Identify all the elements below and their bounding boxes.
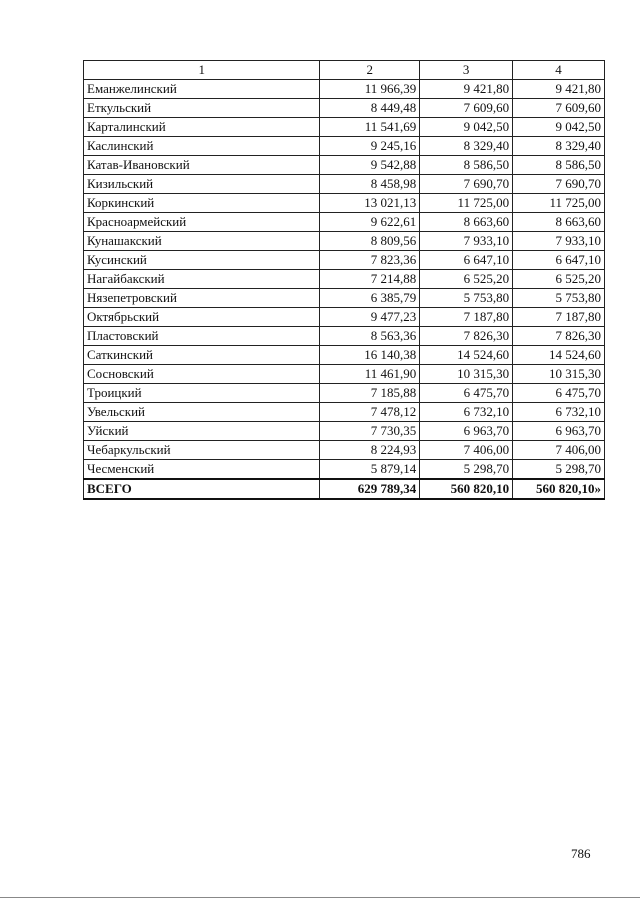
value-cell: 5 753,80 — [420, 289, 513, 308]
table-row — [84, 232, 605, 251]
value-cell: 9 622,61 — [320, 213, 420, 232]
district-name-cell: Кизильский — [84, 175, 320, 194]
table-row — [84, 422, 605, 441]
value-cell: 6 647,10 — [420, 251, 513, 270]
value-cell: 10 315,30 — [513, 365, 605, 384]
value-cell: 6 732,10 — [513, 403, 605, 422]
table-body — [84, 80, 605, 480]
value-cell: 7 185,88 — [320, 384, 420, 403]
table-row — [84, 137, 605, 156]
value-cell: 8 586,50 — [420, 156, 513, 175]
value-cell: 6 525,20 — [420, 270, 513, 289]
district-name-cell: Сосновский — [84, 365, 320, 384]
value-cell: 7 933,10 — [420, 232, 513, 251]
district-name-cell: Катав-Ивановский — [84, 156, 320, 175]
value-cell: 6 475,70 — [420, 384, 513, 403]
total-label: ВСЕГО — [84, 479, 320, 499]
column-header-4: 4 — [513, 61, 605, 80]
footer-divider — [0, 897, 640, 898]
table-row — [84, 194, 605, 213]
value-cell: 14 524,60 — [420, 346, 513, 365]
value-cell: 7 187,80 — [420, 308, 513, 327]
column-header-3: 3 — [420, 61, 513, 80]
page-number: 786 — [571, 846, 591, 861]
value-cell: 11 725,00 — [420, 194, 513, 213]
table-row — [84, 365, 605, 384]
table-row — [84, 308, 605, 327]
district-name-cell: Чебаркульский — [84, 441, 320, 460]
value-cell: 9 421,80 — [420, 80, 513, 99]
value-cell: 7 730,35 — [320, 422, 420, 441]
value-cell: 8 329,40 — [513, 137, 605, 156]
table-header-row — [84, 61, 605, 80]
district-name-cell: Нагайбакский — [84, 270, 320, 289]
value-cell: 8 563,36 — [320, 327, 420, 346]
value-cell: 9 421,80 — [513, 80, 605, 99]
value-cell: 9 042,50 — [420, 118, 513, 137]
value-cell: 8 329,40 — [420, 137, 513, 156]
value-cell: 5 298,70 — [513, 460, 605, 480]
value-cell: 7 478,12 — [320, 403, 420, 422]
value-cell: 6 732,10 — [420, 403, 513, 422]
value-cell: 8 449,48 — [320, 99, 420, 118]
value-cell: 7 214,88 — [320, 270, 420, 289]
value-cell: 10 315,30 — [420, 365, 513, 384]
table-row — [84, 251, 605, 270]
value-cell: 8 663,60 — [420, 213, 513, 232]
district-name-cell: Еманжелинский — [84, 80, 320, 99]
value-cell: 6 525,20 — [513, 270, 605, 289]
district-name-cell: Коркинский — [84, 194, 320, 213]
budget-table — [83, 60, 605, 500]
value-cell: 7 406,00 — [513, 441, 605, 460]
district-name-cell: Троицкий — [84, 384, 320, 403]
table-row — [84, 270, 605, 289]
table-row — [84, 327, 605, 346]
value-cell: 7 826,30 — [420, 327, 513, 346]
table-row — [84, 175, 605, 194]
value-cell: 6 647,10 — [513, 251, 605, 270]
value-cell: 5 753,80 — [513, 289, 605, 308]
district-name-cell: Саткинский — [84, 346, 320, 365]
value-cell: 9 477,23 — [320, 308, 420, 327]
value-cell: 6 385,79 — [320, 289, 420, 308]
table-row — [84, 213, 605, 232]
value-cell: 5 879,14 — [320, 460, 420, 480]
value-cell: 9 042,50 — [513, 118, 605, 137]
value-cell: 8 586,50 — [513, 156, 605, 175]
value-cell: 11 725,00 — [513, 194, 605, 213]
table-row — [84, 460, 605, 480]
value-cell: 7 406,00 — [420, 441, 513, 460]
value-cell: 9 245,16 — [320, 137, 420, 156]
value-cell: 6 475,70 — [513, 384, 605, 403]
table-row — [84, 99, 605, 118]
value-cell: 7 690,70 — [420, 175, 513, 194]
value-cell: 7 826,30 — [513, 327, 605, 346]
value-cell: 7 690,70 — [513, 175, 605, 194]
value-cell: 8 663,60 — [513, 213, 605, 232]
district-name-cell: Увельский — [84, 403, 320, 422]
district-name-cell: Кунашакский — [84, 232, 320, 251]
district-name-cell: Еткульский — [84, 99, 320, 118]
total-value-col3: 560 820,10 — [420, 479, 513, 499]
district-name-cell: Уйский — [84, 422, 320, 441]
column-header-1: 1 — [84, 61, 320, 80]
district-name-cell: Карталинский — [84, 118, 320, 137]
district-name-cell: Пластовский — [84, 327, 320, 346]
value-cell: 7 609,60 — [513, 99, 605, 118]
value-cell: 5 298,70 — [420, 460, 513, 480]
table-row — [84, 441, 605, 460]
value-cell: 7 187,80 — [513, 308, 605, 327]
value-cell: 14 524,60 — [513, 346, 605, 365]
value-cell: 9 542,88 — [320, 156, 420, 175]
table-row — [84, 403, 605, 422]
value-cell: 7 609,60 — [420, 99, 513, 118]
total-value-col4: 560 820,10» — [513, 479, 605, 499]
value-cell: 13 021,13 — [320, 194, 420, 213]
district-name-cell: Нязепетровский — [84, 289, 320, 308]
table-row — [84, 384, 605, 403]
district-name-cell: Октябрьский — [84, 308, 320, 327]
value-cell: 7 933,10 — [513, 232, 605, 251]
table-row — [84, 289, 605, 308]
value-cell: 6 963,70 — [420, 422, 513, 441]
district-name-cell: Каслинский — [84, 137, 320, 156]
table-row — [84, 156, 605, 175]
table-row — [84, 118, 605, 137]
value-cell: 11 461,90 — [320, 365, 420, 384]
value-cell: 8 224,93 — [320, 441, 420, 460]
district-name-cell: Красноармейский — [84, 213, 320, 232]
value-cell: 7 823,36 — [320, 251, 420, 270]
table-row — [84, 346, 605, 365]
value-cell: 11 966,39 — [320, 80, 420, 99]
value-cell: 8 458,98 — [320, 175, 420, 194]
table-total-row — [84, 479, 605, 499]
district-name-cell: Кусинский — [84, 251, 320, 270]
value-cell: 6 963,70 — [513, 422, 605, 441]
value-cell: 8 809,56 — [320, 232, 420, 251]
table-row — [84, 80, 605, 99]
total-value-col2: 629 789,34 — [320, 479, 420, 499]
value-cell: 11 541,69 — [320, 118, 420, 137]
value-cell: 16 140,38 — [320, 346, 420, 365]
column-header-2: 2 — [320, 61, 420, 80]
district-name-cell: Чесменский — [84, 460, 320, 480]
